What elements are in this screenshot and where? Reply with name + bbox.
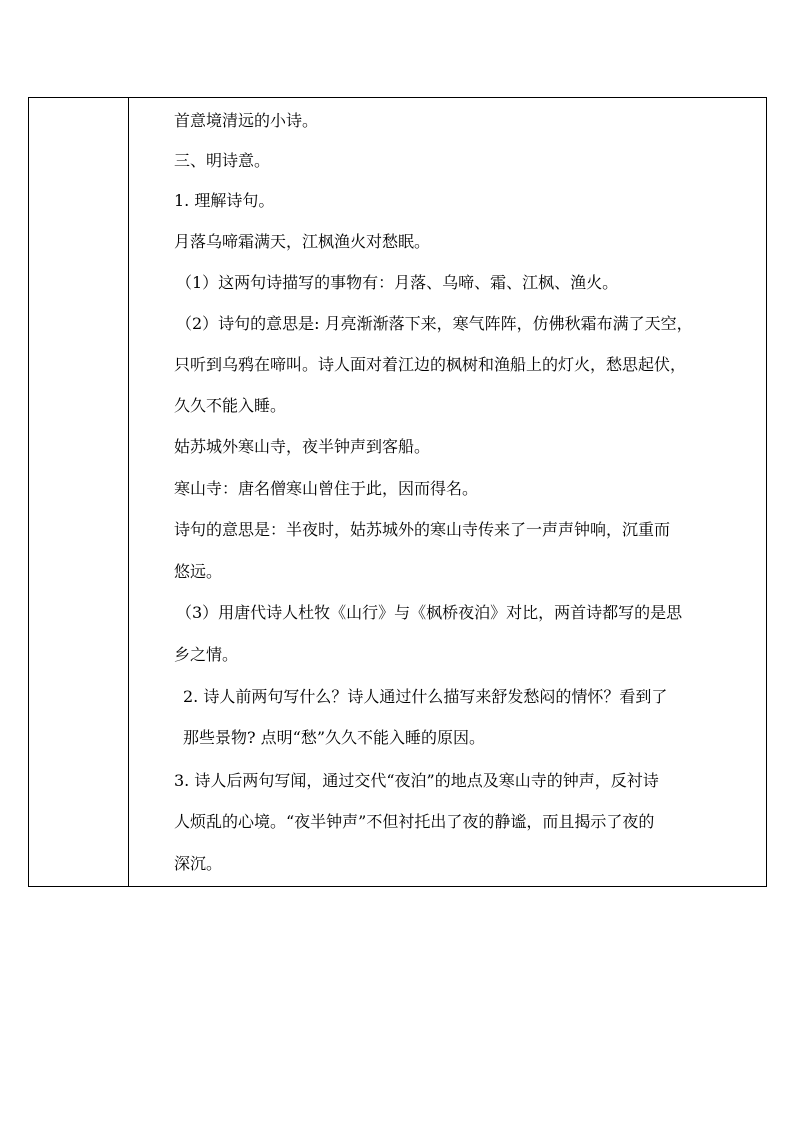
poem-line-2: 姑苏城外寒山寺，夜半钟声到客船。 [174, 437, 431, 456]
question-2-line-1: 2. 诗人前两句写什么？诗人通过什么描写来舒发愁闷的情怀？看到了 [183, 687, 668, 706]
point-3-line-3: 深沉。 [174, 854, 223, 873]
point-3-line-1: 3. 诗人后两句写闻，通过交代“夜泊”的地点及寒山寺的钟声，反衬诗 [174, 771, 659, 790]
text-line-8: 久久不能入睡。 [174, 396, 287, 415]
poem-line-1: 月落乌啼霜满天，江枫渔火对愁眠。 [174, 232, 431, 251]
text-line-12: 悠远。 [174, 562, 223, 581]
text-line-6: （2）诗句的意思是: 月亮渐渐落下来，寒气阵阵，仿佛秋霜布满了天空， [176, 314, 693, 333]
text-line-1: 首意境清远的小诗。 [174, 111, 319, 130]
text-line-7: 只听到乌鸦在啼叫。诗人面对着江边的枫树和渔船上的灯火，愁思起伏， [174, 355, 687, 374]
section-heading: 三、明诗意。 [174, 151, 271, 170]
point-3-line-2: 人烦乱的心境。“夜半钟声”不但衬托出了夜的静谧，而且揭示了夜的 [174, 812, 655, 831]
text-line-13: （3）用唐代诗人杜牧《山行》与《枫桥夜泊》对比，两首诗都写的是思 [176, 603, 683, 622]
text-line-11: 诗句的意思是：半夜时，姑苏城外的寒山寺传来了一声声钟响，沉重而 [174, 520, 671, 539]
subheading-understand: 1. 理解诗句。 [174, 191, 275, 210]
text-line-14: 乡之情。 [174, 645, 239, 664]
left-column-cell [29, 98, 129, 886]
content-cell [129, 98, 766, 886]
text-line-10: 寒山寺：唐名僧寒山曾住于此，因而得名。 [174, 479, 479, 498]
lesson-table [28, 97, 767, 887]
text-line-5: （1）这两句诗描写的事物有：月落、乌啼、霜、江枫、渔火。 [176, 273, 619, 292]
question-2-line-2: 那些景物? 点明“愁”久久不能入睡的原因。 [183, 728, 486, 747]
